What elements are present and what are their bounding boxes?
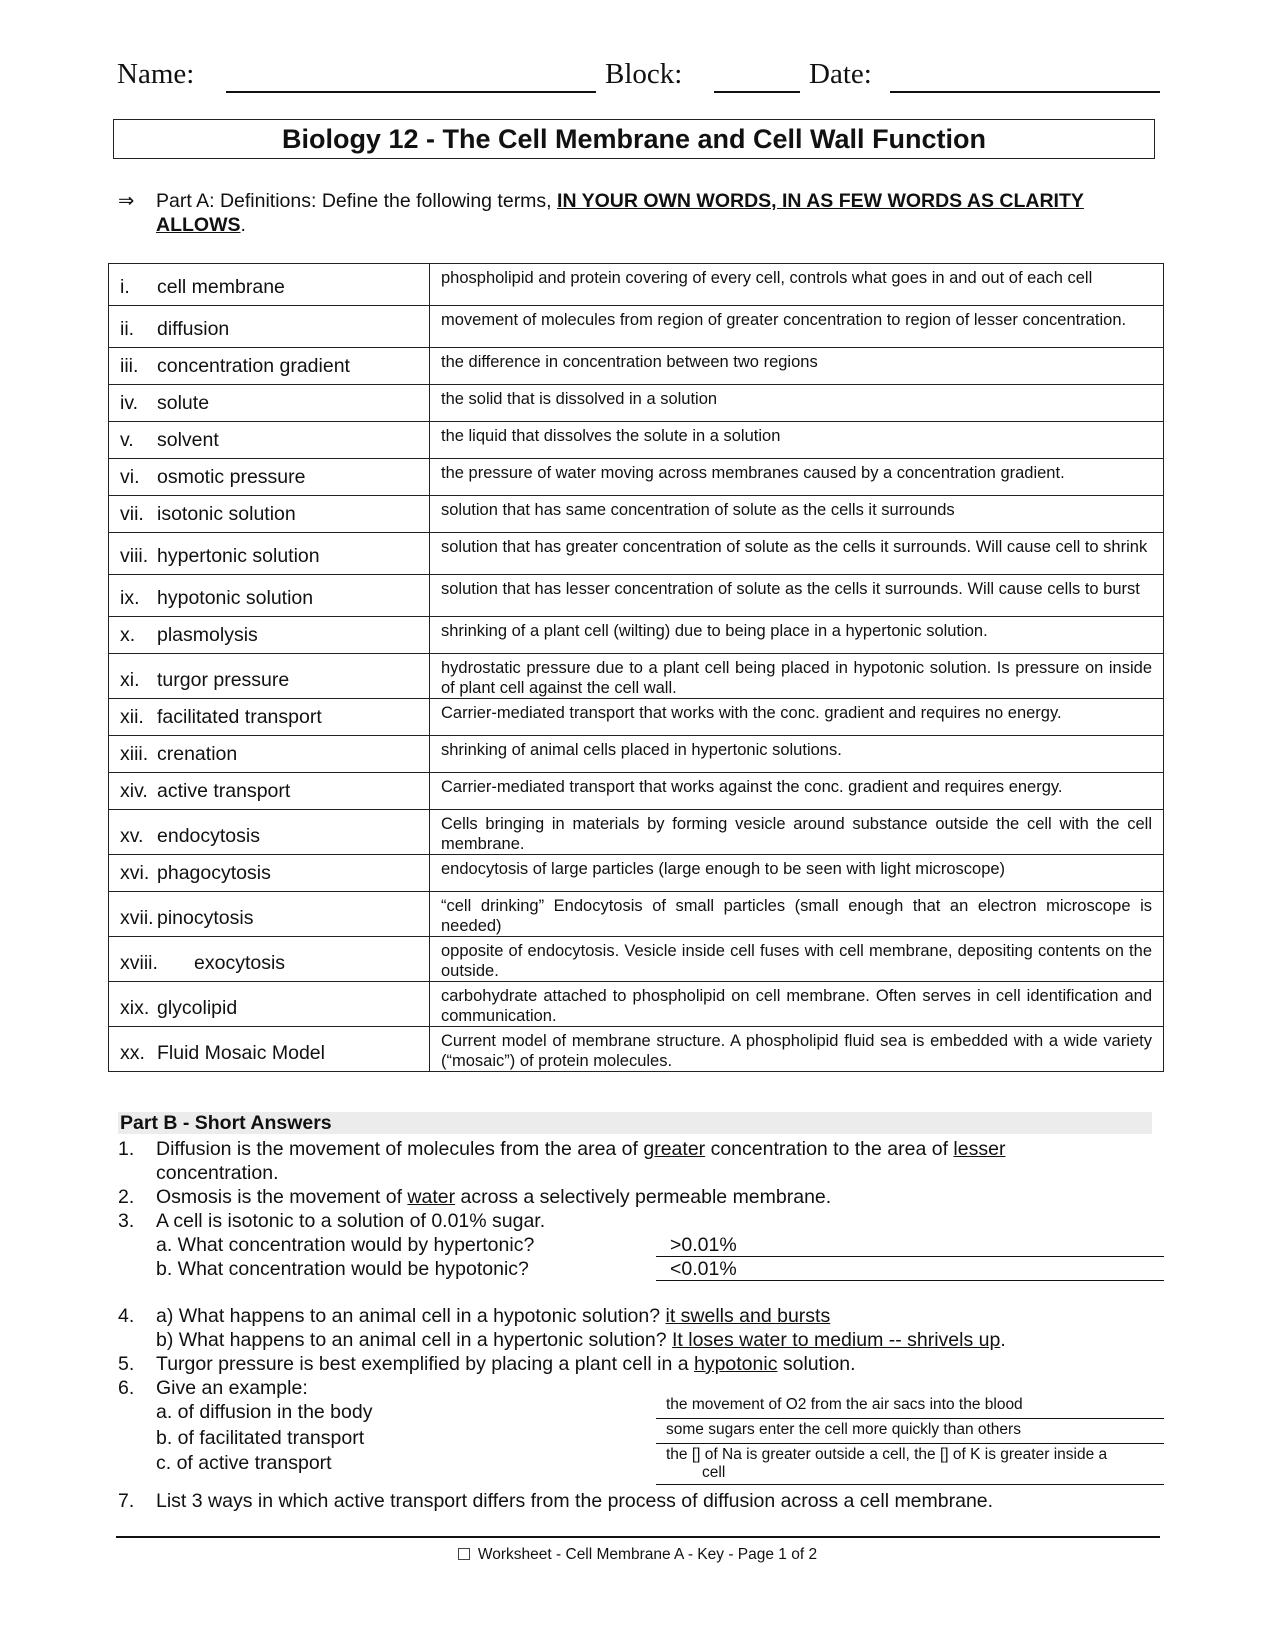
term-number: i.	[120, 276, 130, 298]
term-cell	[109, 736, 430, 773]
q6c-answer: the [] of Na is greater outside a cell, the [] of K is greater inside a	[666, 1446, 1108, 1463]
q6a-answer: the movement of O2 from the air sacs into the blood	[666, 1396, 1023, 1413]
term-cell	[109, 617, 430, 654]
term-number: ii.	[120, 318, 135, 340]
term-cell	[109, 937, 430, 982]
q6c-answer-cont: cell	[702, 1464, 726, 1481]
definition-row	[109, 385, 1164, 422]
term-number: xiv.	[120, 780, 148, 802]
definition-cell[interactable]: the pressure of water moving across membranes caused by a concentration gradient.	[430, 459, 1164, 496]
footer-divider	[116, 1536, 1160, 1538]
term-cell	[109, 892, 430, 937]
q7-text: List 3 ways in which active transport differs from the process of diffusion across a cell membrane.	[156, 1490, 994, 1512]
term-label: isotonic solution	[157, 503, 296, 525]
q2-answer: water	[407, 1186, 456, 1208]
term-number: xi.	[120, 669, 140, 691]
block-label: Block:	[605, 58, 683, 90]
term-number: iii.	[120, 355, 139, 377]
q3b-answer-line[interactable]	[656, 1280, 1164, 1281]
term-label: exocytosis	[194, 952, 286, 974]
definition-cell[interactable]: solution that has lesser concentration of solute as the cells it surrounds. Will cause cells to burst	[430, 575, 1164, 617]
q3b-question: b. What concentration would be hypotonic?	[156, 1258, 529, 1280]
q3-num: 3.	[118, 1210, 135, 1232]
term-cell	[109, 575, 430, 617]
term-cell	[109, 810, 430, 855]
term-cell	[109, 459, 430, 496]
term-label: hypertonic solution	[157, 545, 320, 567]
definition-row	[109, 1027, 1164, 1072]
definition-row	[109, 348, 1164, 385]
term-label: turgor pressure	[157, 669, 290, 691]
term-number: xii.	[120, 706, 144, 728]
term-number: xix.	[120, 997, 150, 1019]
term-cell	[109, 982, 430, 1027]
q2-num: 2.	[118, 1186, 135, 1208]
q6b-answer-line[interactable]	[656, 1443, 1164, 1444]
q4a: a) What happens to an animal cell in a hypotonic solution? it swells and bursts	[156, 1305, 831, 1327]
definition-row	[109, 892, 1164, 937]
definition-cell[interactable]: shrinking of a plant cell (wilting) due to being place in a hypertonic solution.	[430, 617, 1164, 654]
definition-cell[interactable]: Carrier-mediated transport that works against the conc. gradient and requires energy.	[430, 773, 1164, 810]
q1-num: 1.	[118, 1138, 135, 1160]
q3a-answer: >0.01%	[670, 1234, 737, 1256]
definition-row	[109, 699, 1164, 736]
date-field-line[interactable]	[890, 91, 1160, 93]
q5-num: 5.	[118, 1353, 135, 1375]
definition-cell[interactable]: shrinking of animal cells placed in hypertonic solutions.	[430, 736, 1164, 773]
definition-row	[109, 575, 1164, 617]
definition-row	[109, 855, 1164, 892]
q4a-answer: it swells and bursts	[665, 1305, 831, 1327]
term-number: viii.	[120, 545, 149, 567]
term-label: endocytosis	[157, 825, 260, 847]
term-cell	[109, 533, 430, 575]
part-a-intro: Part A: Definitions: Define the following terms,	[156, 190, 558, 212]
arrow-icon: ⇒	[118, 190, 135, 212]
page-title: Biology 12 - The Cell Membrane and Cell Wall Function	[113, 119, 1155, 159]
q6b-answer: some sugars enter the cell more quickly than others	[666, 1421, 1021, 1438]
definition-cell[interactable]: the solid that is dissolved in a solution	[430, 385, 1164, 422]
term-label: solvent	[157, 429, 219, 451]
term-cell	[109, 1027, 430, 1072]
definition-cell[interactable]: phospholipid and protein covering of every cell, controls what goes in and out of each cell	[430, 264, 1164, 306]
q6b-question: b. of facilitated transport	[156, 1427, 365, 1449]
term-cell	[109, 496, 430, 533]
term-label: osmotic pressure	[157, 466, 306, 488]
definition-cell[interactable]: solution that has same concentration of solute as the cells it surrounds	[430, 496, 1164, 533]
term-label: solute	[157, 392, 210, 414]
definition-row	[109, 654, 1164, 699]
definition-cell[interactable]: “cell drinking” Endocytosis of small particles (small enough that an electron microscope is needed)	[430, 892, 1164, 937]
definition-cell[interactable]: Carrier-mediated transport that works with the conc. gradient and requires no energy.	[430, 699, 1164, 736]
definition-cell[interactable]: the difference in concentration between two regions	[430, 348, 1164, 385]
q5-text: Turgor pressure is best exemplified by placing a plant cell in a hypotonic solution.	[156, 1353, 856, 1375]
q6a-question: a. of diffusion in the body	[156, 1401, 373, 1423]
term-cell	[109, 422, 430, 459]
q4b-answer: It loses water to medium -- shrivels up	[671, 1329, 1001, 1351]
definition-cell[interactable]: the liquid that dissolves the solute in a solution	[430, 422, 1164, 459]
term-number: ix.	[120, 587, 140, 609]
q3b-answer: <0.01%	[670, 1258, 737, 1280]
q6c-answer-line[interactable]	[656, 1484, 1164, 1485]
part-b-heading: Part B - Short Answers	[118, 1112, 1152, 1134]
term-cell	[109, 264, 430, 306]
term-number: v.	[120, 429, 134, 451]
q6-num: 6.	[118, 1377, 135, 1399]
definition-row	[109, 982, 1164, 1027]
name-label: Name:	[117, 58, 195, 90]
definition-row	[109, 773, 1164, 810]
name-field-line[interactable]	[226, 91, 596, 93]
term-cell	[109, 855, 430, 892]
q1-answer-lesser: lesser	[953, 1138, 1006, 1160]
term-number: xx.	[120, 1042, 145, 1064]
q1-text: Diffusion is the movement of molecules from the area of greater concentration to the area of lesser	[156, 1138, 1006, 1160]
definition-cell[interactable]: opposite of endocytosis. Vesicle inside cell fuses with cell membrane, depositing contents on the outside.	[430, 937, 1164, 982]
footer-text: Worksheet - Cell Membrane A - Key - Page 1 of 2	[477, 1546, 818, 1563]
term-label: facilitated transport	[157, 706, 322, 728]
term-label: pinocytosis	[157, 907, 254, 929]
q1-answer-greater: greater	[643, 1138, 706, 1160]
definitions-table	[108, 263, 1164, 1072]
definition-row	[109, 306, 1164, 348]
q6-text: Give an example:	[156, 1377, 308, 1399]
term-number: xviii.	[120, 952, 158, 974]
definition-row	[109, 496, 1164, 533]
term-number: iv.	[120, 392, 139, 414]
term-cell	[109, 654, 430, 699]
q2-text: Osmosis is the movement of water across a selectively permeable membrane.	[156, 1186, 832, 1208]
term-cell	[109, 699, 430, 736]
term-cell	[109, 385, 430, 422]
term-label: concentration gradient	[157, 355, 350, 377]
page-footer	[0, 1546, 1275, 1564]
definition-cell[interactable]: Cells bringing in materials by forming vesicle around substance outside the cell with the cell membrane.	[430, 810, 1164, 855]
q6a-answer-line[interactable]	[656, 1418, 1164, 1419]
term-number: xvii.	[120, 907, 154, 929]
q7-num: 7.	[118, 1490, 135, 1512]
term-label: cell membrane	[157, 276, 285, 298]
term-cell	[109, 306, 430, 348]
q1-text-cont: concentration.	[156, 1162, 279, 1184]
term-label: crenation	[157, 743, 238, 765]
term-number: xvi.	[120, 862, 150, 884]
definition-cell[interactable]: solution that has greater concentration of solute as the cells it surrounds. Will cause cell to shrink	[430, 533, 1164, 575]
term-cell	[109, 348, 430, 385]
document-icon	[458, 1548, 470, 1560]
term-label: hypotonic solution	[157, 587, 314, 609]
definition-row	[109, 533, 1164, 575]
term-cell	[109, 773, 430, 810]
term-label: diffusion	[157, 318, 230, 340]
term-number: xv.	[120, 825, 144, 847]
definition-cell[interactable]: Current model of membrane structure. A phospholipid fluid sea is embedded with a wide variety (“mosaic”) of protein molecules.	[430, 1027, 1164, 1072]
part-a-end: .	[240, 214, 246, 236]
q6c-question: c. of active transport	[156, 1452, 332, 1474]
definition-cell[interactable]: movement of molecules from region of greater concentration to region of lesser concentration.	[430, 306, 1164, 348]
definition-cell[interactable]: hydrostatic pressure due to a plant cell being placed in hypotonic solution. Is pressure on inside of plant cell against the cell wall.	[430, 654, 1164, 699]
term-label: phagocytosis	[157, 862, 271, 884]
q3-text: A cell is isotonic to a solution of 0.01% sugar.	[156, 1210, 546, 1232]
term-label: active transport	[157, 780, 291, 802]
q3a-question: a. What concentration would by hypertonic?	[156, 1234, 535, 1256]
term-number: xiii.	[120, 743, 149, 765]
block-field-line[interactable]	[714, 91, 800, 93]
definition-cell[interactable]: carbohydrate attached to phospholipid on cell membrane. Often serves in cell identification and communication.	[430, 982, 1164, 1027]
term-number: vii.	[120, 503, 144, 525]
term-label: Fluid Mosaic Model	[157, 1042, 325, 1064]
part-a-emphasis: IN YOUR OWN WORDS, IN AS FEW WORDS AS CLARITY ALLOWS	[156, 190, 1084, 236]
definition-row	[109, 459, 1164, 496]
definition-row	[109, 422, 1164, 459]
definition-row	[109, 736, 1164, 773]
term-number: x.	[120, 624, 136, 646]
term-label: glycolipid	[157, 997, 238, 1019]
q4b: b) What happens to an animal cell in a hypertonic solution? It loses water to medium -- shrivels up.	[156, 1329, 1006, 1351]
definition-row	[109, 264, 1164, 306]
q5-answer: hypotonic	[693, 1353, 778, 1375]
definition-row	[109, 810, 1164, 855]
definition-row	[109, 937, 1164, 982]
definition-row	[109, 617, 1164, 654]
date-label: Date:	[809, 58, 872, 90]
term-label: plasmolysis	[157, 624, 258, 646]
definition-cell[interactable]: endocytosis of large particles (large enough to be seen with light microscope)	[430, 855, 1164, 892]
q4-num: 4.	[118, 1305, 135, 1327]
term-number: vi.	[120, 466, 140, 488]
